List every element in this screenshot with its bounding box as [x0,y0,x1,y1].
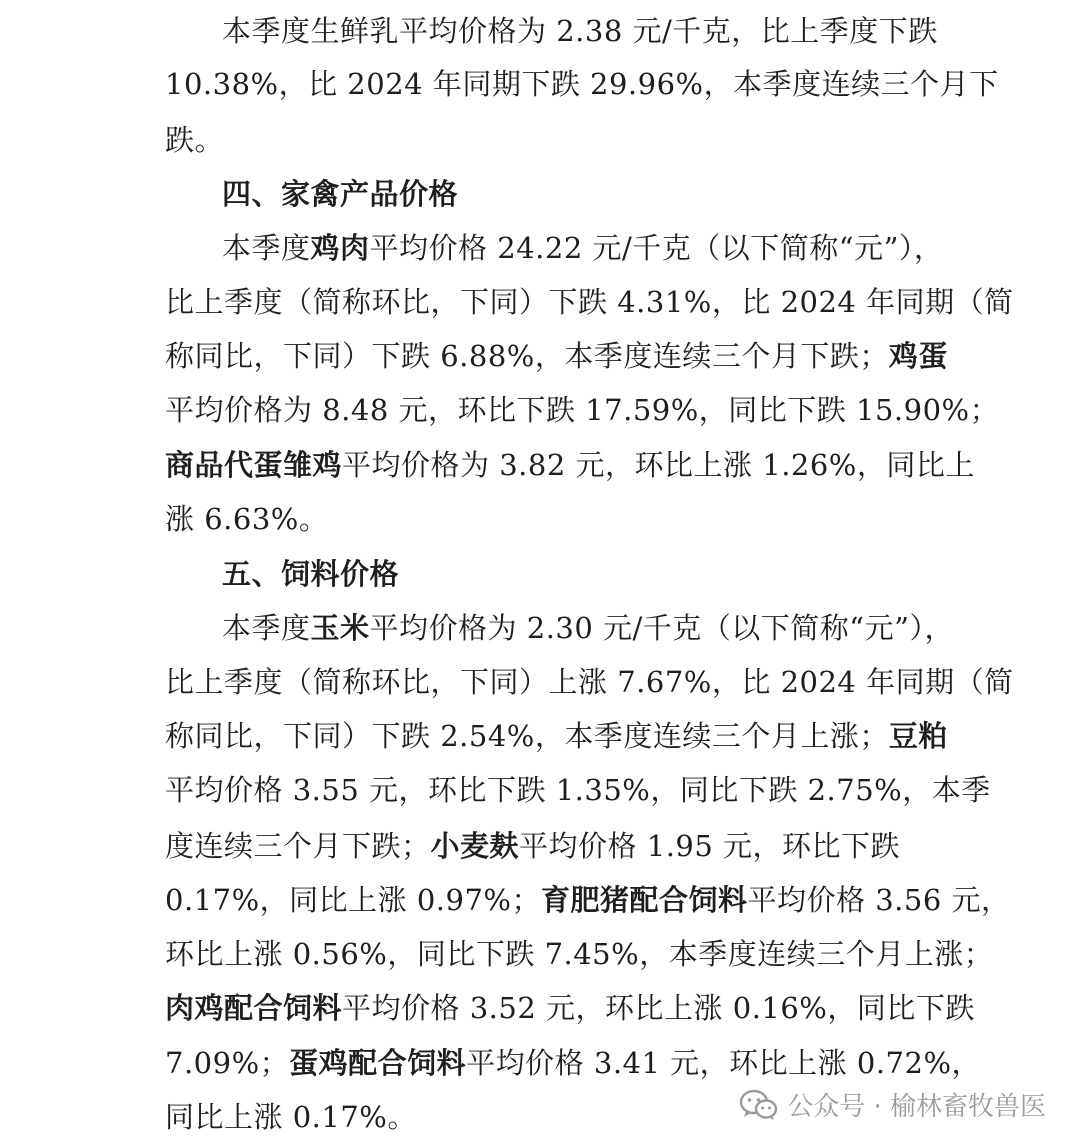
poultry-line-4: 平均价格为 8.48 元，环比下跌 17.59%，同比下跌 15.90%； [165,393,1000,427]
feed-line-4: 平均价格 3.55 元，环比下跌 1.35%，同比下跌 2.75%，本季 [165,773,991,807]
feed-line-7: 环比上涨 0.56%，同比下跌 7.45%，本季度连续三个月上涨； [165,937,994,971]
poultry-heading: 四、家禽产品价格 [222,177,459,211]
layer-feed-term: 蛋鸡配合饲料 [289,1046,467,1080]
watermark-text: 公众号 · 榆林畜牧兽医 [787,1092,1046,1122]
corn-term: 玉米 [310,611,370,645]
feed-line-5: 度连续三个月下跌；小麦麸平均价格 1.95 元，环比下跌 [165,829,901,863]
feed-line-3: 称同比，下同）下跌 2.54%，本季度连续三个月上涨；豆粕 [165,719,948,753]
feed-line-6: 0.17%，同比上涨 0.97%；育肥猪配合饲料平均价格 3.56 元， [165,883,1011,917]
wechat-icon [739,1088,779,1122]
soymeal-term: 豆粕 [888,719,948,753]
poultry-line-6: 涨 6.63%。 [165,502,329,536]
feed-line-10: 同比上涨 0.17%。 [165,1100,417,1134]
poultry-line-3: 称同比，下同）下跌 6.88%，本季度连续三个月下跌；鸡蛋 [165,339,948,373]
poultry-line-2: 比上季度（简称环比，下同）下跌 4.31%，比 2024 年同期（简 [165,285,1014,319]
pig-feed-term: 育肥猪配合饲料 [540,883,748,917]
milk-line-2: 10.38%，比 2024 年同期下跌 29.96%，本季度连续三个月下 [165,67,999,101]
egg-term: 鸡蛋 [888,339,948,373]
feed-line-8: 肉鸡配合饲料平均价格 3.52 元，环比上涨 0.16%，同比下跌 [165,991,975,1025]
watermark [739,1086,1046,1123]
poultry-line-1: 本季度鸡肉平均价格 24.22 元/千克（以下简称“元”）， [222,231,944,265]
feed-line-1: 本季度玉米平均价格为 2.30 元/千克（以下简称“元”）， [222,611,954,645]
chicken-meat-term: 鸡肉 [310,231,370,265]
wheat-bran-term: 小麦麸 [430,829,520,863]
broiler-feed-term: 肉鸡配合饲料 [165,991,343,1025]
feed-line-2: 比上季度（简称环比，下同）上涨 7.67%，比 2024 年同期（简 [165,665,1014,699]
chick-term: 商品代蛋雏鸡 [165,448,343,482]
feed-line-9: 7.09%；蛋鸡配合饲料平均价格 3.41 元，环比上涨 0.72%， [165,1046,982,1080]
milk-line-1: 本季度生鲜乳平均价格为 2.38 元/千克，比上季度下跌 [222,14,938,48]
milk-line-3: 跌。 [165,123,225,157]
feed-heading: 五、饲料价格 [222,557,400,591]
poultry-line-5: 商品代蛋雏鸡平均价格为 3.82 元，环比上涨 1.26%，同比上 [165,448,975,482]
